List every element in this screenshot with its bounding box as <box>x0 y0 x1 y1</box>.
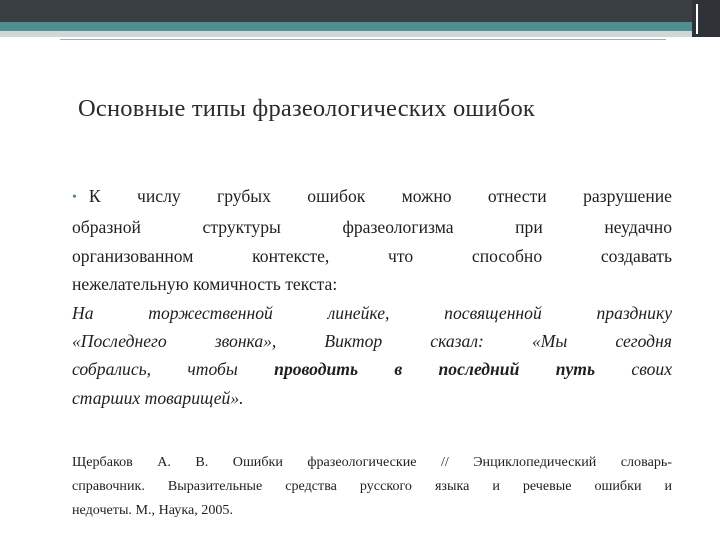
header-bar <box>0 0 720 22</box>
header-light-bar <box>0 31 720 37</box>
bullet-line-1: • К числу грубых ошибок можно отнести разрушение <box>72 186 672 206</box>
header-accent-bar <box>0 22 720 31</box>
example-line-3: собрались, чтобы проводить в последний путь своих <box>72 359 673 380</box>
citation <box>72 450 672 522</box>
bullet-line-4: нежелательную комичность текста: <box>72 274 338 295</box>
citation-line-2: справочник. Выразительные средства русского языка и речевые ошибки и <box>72 478 672 494</box>
citation-line-3: недочеты. М., Наука, 2005. <box>72 502 233 518</box>
corner-line-horizontal <box>668 39 714 41</box>
example-line-1: На торжественной линейке, посвященной празднику <box>72 302 672 323</box>
slide-title: Основные типы фразеологических ошибок <box>78 95 536 122</box>
citation-line-1: Щербаков А. В. Ошибки фразеологические // Энциклопедический словарь- <box>72 454 672 470</box>
corner-line-vertical <box>696 4 698 34</box>
bullet-line-2: образной структуры фразеологизма при неудачно <box>72 217 672 238</box>
bullet-icon: • <box>72 190 77 205</box>
slide-body <box>72 182 672 412</box>
bullet-line-3: организованном контексте, что способно создавать <box>72 245 672 266</box>
divider-line <box>60 39 666 40</box>
example-line-2: «Последнего звонка», Виктор сказал: «Мы сегодня <box>72 331 672 352</box>
emphasized-phrase: проводить в последний путь <box>274 359 596 380</box>
example-line-4: старших товарищей». <box>72 387 244 408</box>
